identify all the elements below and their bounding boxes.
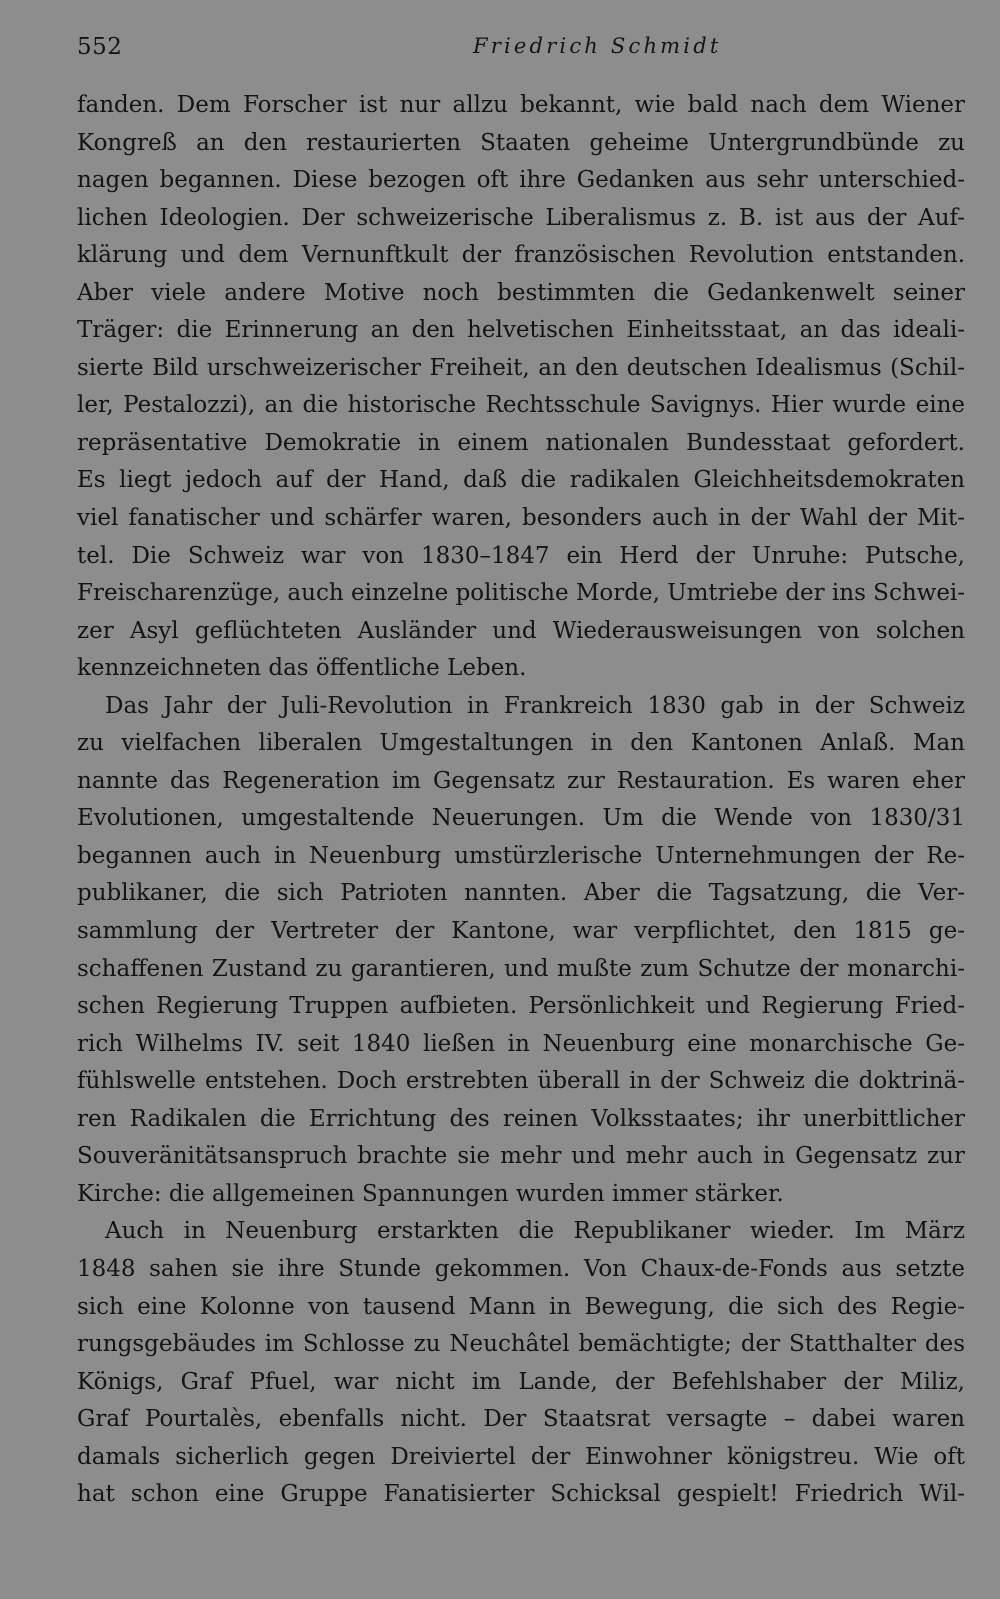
text-line: kennzeichneten das öffentliche Leben. bbox=[77, 655, 527, 682]
text-line: ren Radikalen die Errichtung des reinen Volksstaates; ihr unerbittlicher bbox=[77, 1105, 965, 1132]
text-line: schaffenen Zustand zu garantieren, und mußte zum Schutze der monarchi- bbox=[77, 955, 965, 982]
text-line: Souveränitätsanspruch brachte sie mehr und mehr auch in Gegensatz zur bbox=[77, 1143, 965, 1170]
text-line: Aber viele andere Motive noch bestimmten die Gedankenwelt seiner bbox=[77, 279, 965, 306]
text-line: Das Jahr der Juli-Revolution in Frankreich 1830 gab in der Schweiz bbox=[105, 692, 965, 719]
text-line: tel. Die Schweiz war von 1830–1847 ein Herd der Unruhe: Putsche, bbox=[77, 542, 965, 569]
page-number: 552 bbox=[77, 34, 123, 60]
text-line: rungsgebäudes im Schlosse zu Neuchâtel bemächtigte; der Statthalter des bbox=[77, 1331, 965, 1358]
body-text bbox=[77, 87, 965, 1514]
text-line: viel fanatischer und schärfer waren, besonders auch in der Wahl der Mit- bbox=[77, 505, 965, 532]
paragraph bbox=[77, 688, 965, 1214]
text-line: hat schon eine Gruppe Fanatisierter Schicksal gespielt! Friedrich Wil- bbox=[77, 1481, 965, 1508]
paragraph bbox=[77, 1213, 965, 1513]
text-line: Graf Pourtalès, ebenfalls nicht. Der Staatsrat versagte – dabei waren bbox=[77, 1406, 965, 1433]
text-line: sammlung der Vertreter der Kantone, war verpflichtet, den 1815 ge- bbox=[77, 918, 965, 945]
text-line: 1848 sahen sie ihre Stunde gekommen. Von Chaux-de-Fonds aus setzte bbox=[77, 1255, 965, 1282]
text-line: repräsentative Demokratie in einem nationalen Bundesstaat gefordert. bbox=[77, 429, 965, 456]
text-line: sich eine Kolonne von tausend Mann in Bewegung, die sich des Regie- bbox=[77, 1293, 965, 1320]
text-line: rich Wilhelms IV. seit 1840 ließen in Neuenburg eine monarchische Ge- bbox=[77, 1030, 965, 1057]
text-line: Auch in Neuenburg erstarkten die Republikaner wieder. Im März bbox=[105, 1218, 965, 1245]
text-line: Kongreß an den restaurierten Staaten geheime Untergrundbünde zu bbox=[77, 129, 965, 156]
text-line: zu vielfachen liberalen Umgestaltungen in den Kantonen Anlaß. Man bbox=[77, 730, 965, 757]
text-line: klärung und dem Vernunftkult der französischen Revolution entstanden. bbox=[77, 242, 965, 269]
text-line: publikaner, die sich Patrioten nannten. Aber die Tagsatzung, die Ver- bbox=[77, 880, 965, 907]
running-head: Friedrich Schmidt bbox=[473, 34, 722, 58]
text-line: lichen Ideologien. Der schweizerische Liberalismus z. B. ist aus der Auf- bbox=[77, 204, 965, 231]
text-line: Freischarenzüge, auch einzelne politische Morde, Umtriebe der ins Schwei- bbox=[77, 580, 966, 607]
text-line: Kirche: die allgemeinen Spannungen wurden immer stärker. bbox=[77, 1180, 784, 1207]
text-line: sierte Bild urschweizerischer Freiheit, an den deutschen Idealismus (Schil- bbox=[77, 354, 965, 381]
text-line: ler, Pestalozzi), an die historische Rechtsschule Savignys. Hier wurde eine bbox=[77, 392, 965, 419]
text-line: zer Asyl geflüchteten Ausländer und Wiederausweisungen von solchen bbox=[77, 617, 965, 644]
paragraph bbox=[77, 87, 965, 688]
text-line: Königs, Graf Pfuel, war nicht im Lande, der Befehlshaber der Miliz, bbox=[77, 1368, 965, 1395]
text-line: fanden. Dem Forscher ist nur allzu bekannt, wie bald nach dem Wiener bbox=[77, 92, 965, 118]
text-line: nagen begannen. Diese bezogen oft ihre Gedanken aus sehr unterschied- bbox=[77, 167, 965, 194]
text-line: damals sicherlich gegen Dreiviertel der Einwohner königstreu. Wie oft bbox=[77, 1443, 965, 1470]
text-line: begannen auch in Neuenburg umstürzlerische Unternehmungen der Re- bbox=[77, 842, 965, 869]
text-line: Es liegt jedoch auf der Hand, daß die radikalen Gleichheitsdemokraten bbox=[77, 467, 965, 494]
text-line: fühlswelle entstehen. Doch erstrebten überall in der Schweiz die doktrinä- bbox=[77, 1068, 965, 1095]
text-line: Evolutionen, umgestaltende Neuerungen. Um die Wende von 1830/31 bbox=[77, 805, 965, 832]
text-line: nannte das Regeneration im Gegensatz zur Restauration. Es waren eher bbox=[77, 767, 965, 794]
text-line: schen Regierung Truppen aufbieten. Persönlichkeit und Regierung Fried- bbox=[77, 993, 965, 1020]
text-line: Träger: die Erinnerung an den helvetischen Einheitsstaat, an das ideali- bbox=[77, 317, 965, 344]
page-header bbox=[77, 34, 965, 66]
